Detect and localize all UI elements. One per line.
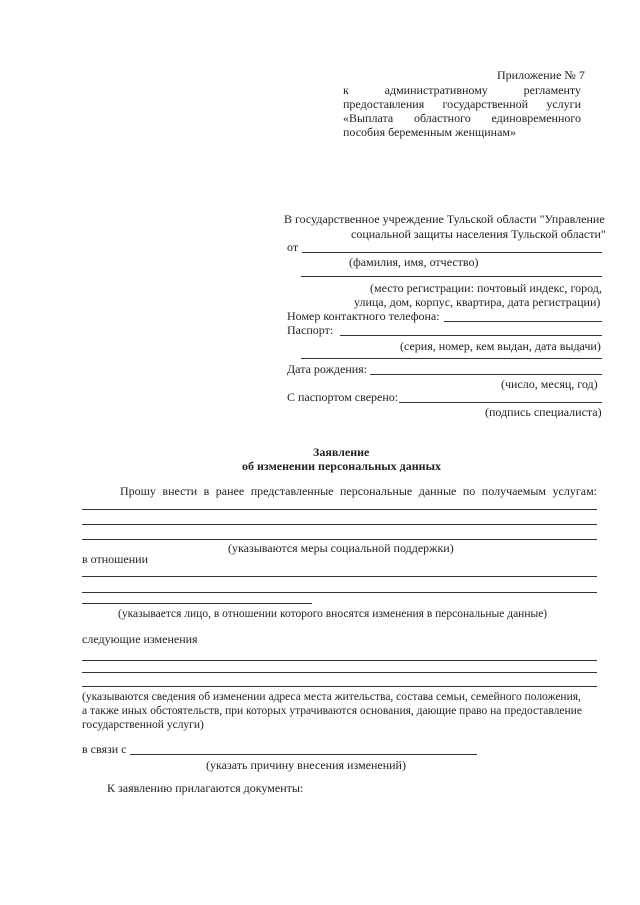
appendix-line-1: к административному регламенту (343, 83, 581, 97)
changes-line-1[interactable] (82, 660, 597, 661)
passport-label: Паспорт: (287, 323, 334, 337)
fio-field-line[interactable] (302, 252, 602, 253)
statement-subtitle: об изменении персональных данных (242, 459, 441, 473)
statement-title: Заявление (313, 445, 370, 459)
phone-label: Номер контактного телефона: (287, 309, 440, 323)
passport-caption: (серия, номер, кем выдан, дата выдачи) (400, 339, 601, 353)
fio-caption: (фамилия, имя, отчество) (349, 255, 479, 269)
measures-caption: (указываются меры социальной поддержки) (228, 541, 454, 555)
regarding-line-3[interactable] (82, 603, 312, 604)
appendix-line-4: пособия беременным женщинам» (343, 125, 516, 139)
appendix-line-2: предоставления государственной услуги (343, 97, 581, 111)
verified-caption: (подпись специалиста) (485, 405, 602, 419)
dob-field-line[interactable] (370, 374, 602, 375)
appendix-title: Приложение № 7 (497, 68, 585, 82)
registration-caption-2: улица, дом, корпус, квартира, дата регистрации) (354, 295, 601, 309)
dob-caption: (число, месяц, год) (501, 377, 598, 391)
appendix-line-3: «Выплата областного единовременного (343, 111, 581, 125)
changes-label: следующие изменения (82, 632, 198, 646)
registration-field-line[interactable] (301, 276, 602, 277)
addressee-line-2: социальной защиты населения Тульской области" (351, 227, 606, 241)
verified-field-line[interactable] (399, 402, 602, 403)
regarding-line-2[interactable] (82, 592, 597, 593)
reason-caption: (указать причину внесения изменений) (206, 758, 406, 772)
measures-line-2[interactable] (82, 524, 597, 525)
changes-line-3[interactable] (82, 686, 597, 687)
changes-caption-1: (указываются сведения об изменении адреса места жительства, состава семьи, семейного положения, (82, 691, 581, 703)
measures-line-3[interactable] (82, 539, 597, 540)
phone-field-line[interactable] (444, 321, 602, 322)
from-label: от (287, 240, 299, 254)
due-to-label: в связи с (82, 742, 127, 756)
attachments-label: К заявлению прилагаются документы: (107, 781, 304, 795)
changes-caption-3: государственной услуги) (82, 719, 204, 731)
passport-field-line[interactable] (340, 335, 602, 336)
verified-label: С паспортом сверено: (287, 390, 399, 404)
measures-line-1[interactable] (82, 509, 597, 510)
changes-caption-2: а также иных обстоятельств, при которых утрачиваются основания, дающие право на предоставление (82, 705, 582, 717)
registration-caption-1: (место регистрации: почтовый индекс, город, (370, 281, 602, 295)
addressee-line-1: В государственное учреждение Тульской области "Управление (284, 212, 605, 226)
passport-field-line-2[interactable] (301, 358, 602, 359)
dob-label: Дата рождения: (287, 362, 368, 376)
request-text: Прошу внести в ранее представленные персональные данные по получаемым услугам: (120, 484, 597, 498)
changes-line-2[interactable] (82, 672, 597, 673)
regarding-label: в отношении (82, 552, 149, 566)
person-caption: (указывается лицо, в отношении которого вносятся изменения в персональные данные) (118, 608, 548, 620)
regarding-line-1[interactable] (82, 576, 597, 577)
reason-field-line[interactable] (130, 754, 477, 755)
